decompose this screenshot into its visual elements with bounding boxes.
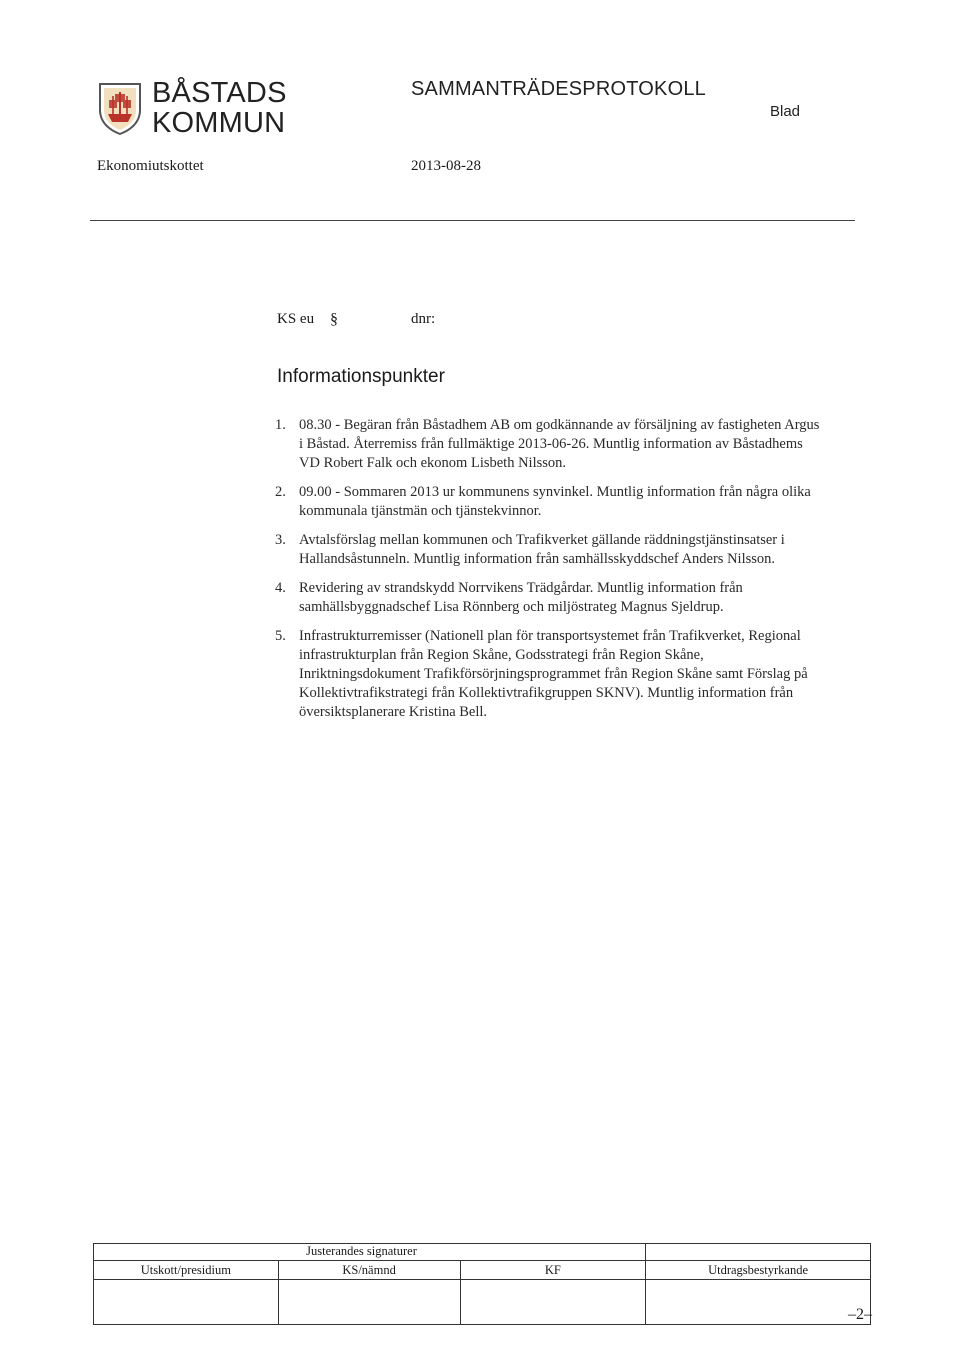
section-heading: Informationspunkter xyxy=(277,366,445,387)
item-text: Revidering av strandskydd Norrvikens Trädgårdar. Muntlig information från samhällsbyggnadschef Lisa Rönnberg och miljöstrateg Magnus Sjeldrup. xyxy=(299,580,743,615)
document-title: SAMMANTRÄDESPROTOKOLL xyxy=(411,78,707,100)
signature-cell-ks[interactable] xyxy=(278,1280,460,1325)
signature-cell-utdrag[interactable] xyxy=(646,1280,871,1325)
column-ks-namnd: KS/nämnd xyxy=(278,1261,460,1280)
signatures-title: Justerandes signaturer xyxy=(278,1244,645,1261)
header-divider xyxy=(90,220,855,221)
item-number: 3. xyxy=(275,532,286,548)
logo-line-2: KOMMUN xyxy=(152,107,286,139)
paragraph-symbol: § xyxy=(330,311,338,328)
column-utskott: Utskott/presidium xyxy=(94,1261,279,1280)
municipality-logo-text xyxy=(152,78,287,138)
list-item xyxy=(275,627,820,722)
information-items-list xyxy=(275,416,820,732)
list-item xyxy=(275,416,820,473)
signature-cell-utskott[interactable] xyxy=(94,1280,279,1325)
signature-table xyxy=(93,1243,871,1325)
item-number: 1. xyxy=(275,417,286,433)
item-text: 09.00 - Sommaren 2013 ur kommunens synvinkel. Muntlig information från några olika kommunala tjänstmän och tjänstekvinnor. xyxy=(299,484,811,519)
coat-of-arms-logo xyxy=(96,80,144,136)
item-number: 5. xyxy=(275,628,286,644)
logo-line-1: BÅSTADS xyxy=(152,77,287,109)
item-text: Avtalsförslag mellan kommunen och Trafikverket gällande räddningstjänstinsatser i Hallandsåstunneln. Muntlig information från samhällsskyddschef Anders Nilsson. xyxy=(299,532,785,567)
column-utdragsbestyrkande: Utdragsbestyrkande xyxy=(646,1261,871,1280)
list-item xyxy=(275,531,820,569)
blad-label: Blad xyxy=(770,103,801,120)
department-name: Ekonomiutskottet xyxy=(97,158,204,174)
list-item xyxy=(275,483,820,521)
page-number: –2– xyxy=(848,1306,872,1323)
item-number: 2. xyxy=(275,484,286,500)
item-text: 08.30 - Begäran från Båstadhem AB om godkännande av försäljning av fastigheten Argus i Båstad. Återremiss från fullmäktige 2013-06-26. Muntlig information av Båstadhems VD Robert Falk och ekonom Lisbeth Nilsson. xyxy=(299,417,820,471)
list-item xyxy=(275,579,820,617)
ks-label: KS eu xyxy=(277,311,315,327)
column-kf: KF xyxy=(460,1261,646,1280)
item-text: Infrastrukturremisser (Nationell plan för transportsystemet från Trafikverket, Regional infrastrukturplan från Region Skåne, Godsstrategi från Region Skåne, Inriktningsdokument Trafikförsörjningsprogrammet från Region Skåne samt Förslag på Kollektivtrafikstrategi från Kollektivtrafikgruppen SKNV). Muntlig information från översiktsplanerare Kristina Bell. xyxy=(299,628,808,720)
meeting-date: 2013-08-28 xyxy=(411,158,481,174)
item-number: 4. xyxy=(275,580,286,596)
signature-cell-kf[interactable] xyxy=(460,1280,646,1325)
dnr-label: dnr: xyxy=(411,311,436,327)
